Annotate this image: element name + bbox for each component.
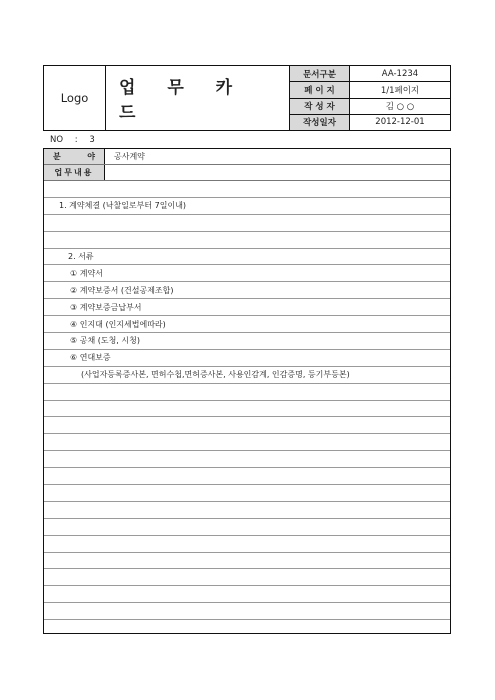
category-value: 공사계약 (114, 152, 145, 161)
category-label (44, 149, 105, 164)
content-line (44, 468, 450, 485)
content-label: 업무내용 (44, 165, 105, 180)
info-value: 1/1페이지 (380, 85, 420, 96)
content-line: 2. 서류 (44, 249, 450, 266)
content-line: ⑤ 공채 (도청, 시청) (44, 333, 450, 350)
info-row-doc-type (290, 66, 450, 82)
content-line (44, 519, 450, 536)
content-line (44, 569, 450, 586)
document-title: 업 무 카 드 (106, 66, 290, 130)
content-line: ⑥ 연대보증 (44, 350, 450, 367)
content-line (44, 553, 450, 570)
info-label: 작성일자 (290, 115, 350, 130)
category-label-second: 야 (87, 152, 95, 161)
content-line (44, 384, 450, 401)
content-line: ③ 계약보증금납부서 (44, 299, 450, 316)
content-line (44, 215, 450, 232)
content-line (44, 620, 450, 634)
content-line (44, 536, 450, 553)
content-line: ② 계약보증서 (건설공제조합) (44, 282, 450, 299)
content-line (44, 502, 450, 519)
content-line: ④ 인지대 (인지세법에따라) (44, 316, 450, 333)
info-label: 작 성 자 (290, 99, 350, 114)
number-line (50, 135, 95, 145)
content-line: (사업자등록증사본, 면허수첩,면허증사본, 사용인감계, 인감증명, 등기부등본) (44, 367, 450, 384)
category-row (44, 149, 450, 165)
number-value: 3 (89, 135, 95, 145)
number-separator: : (74, 135, 78, 145)
content-line (44, 603, 450, 620)
category-label-first: 분 (53, 152, 61, 161)
content-line (44, 232, 450, 249)
document-header (43, 65, 451, 131)
info-value: AA-1234 (381, 68, 419, 79)
content-line (44, 485, 450, 502)
info-row-author (290, 99, 450, 115)
content-line (44, 401, 450, 418)
content-line (44, 417, 450, 434)
content-line (44, 451, 450, 468)
content-line: 1. 계약체결 (낙찰일로부터 7일이내) (44, 198, 450, 215)
info-label: 문서구분 (290, 66, 350, 81)
content-line (44, 434, 450, 451)
content-header-value (105, 165, 450, 180)
content-header-row (44, 165, 450, 181)
info-value: 2012-12-01 (375, 117, 425, 128)
content-line: ① 계약서 (44, 265, 450, 282)
content-line (44, 586, 450, 603)
info-row-date (290, 115, 450, 130)
document-info-table (290, 66, 450, 130)
info-row-page (290, 82, 450, 98)
number-label: NO (50, 135, 64, 145)
content-line (44, 181, 450, 198)
info-label: 페 이 지 (290, 82, 350, 97)
content-lines (44, 181, 450, 634)
work-content-table (43, 148, 451, 634)
info-value: 김 ○ ○ (385, 102, 415, 113)
logo: Logo (44, 66, 106, 130)
